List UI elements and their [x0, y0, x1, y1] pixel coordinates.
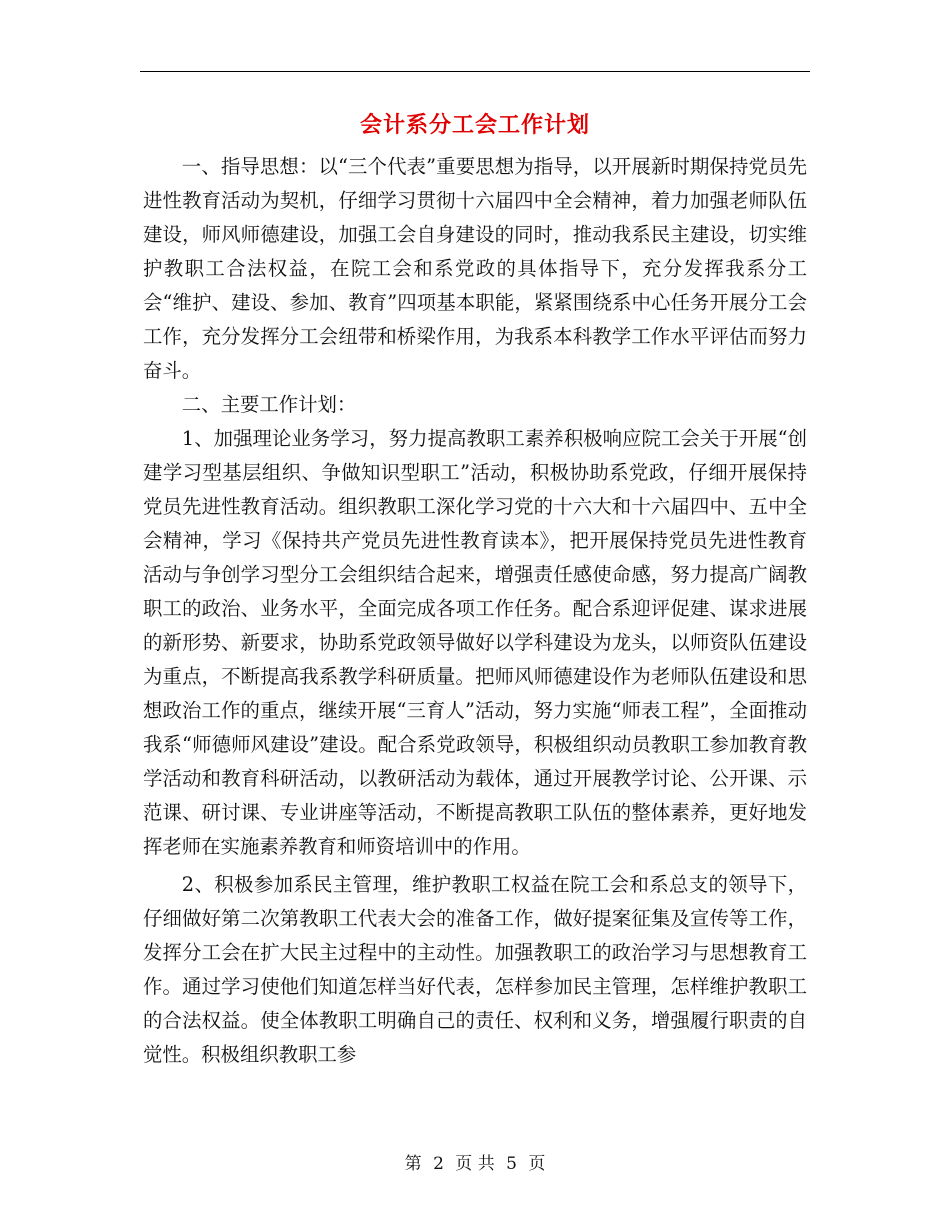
paragraph-guiding-thought: 一、指导思想：以“三个代表”重要思想为指导，以开展新时期保持党员先进性教育活动为契机，仔细学习贯彻十六届四中全会精神，着力加强老师队伍建设，师风师德建设，加强工会自身建设的同时，推动我系民主建设，切实维护教职工合法权益，在院工会和系党政的具体指导下，充分发挥我系分工会“维护、建设、参加、教育”四项基本职能，紧紧围绕系中心任务开展分工会工作，充分发挥分工会纽带和桥梁作用，为我系本科教学工作水平评估而努力奋斗。 — [143, 155, 807, 382]
footer-middle: 页 共 — [455, 1154, 495, 1174]
document-title: 会计系分工会工作计划 — [359, 112, 590, 138]
footer-page-number: 2 — [433, 1154, 444, 1174]
paragraph-item-1: 1、加强理论业务学习，努力提高教职工素养积极响应院工会关于开展“创建学习型基层组织、争做知识型职工”活动，积极协助系党政，仔细开展保持党员先进性教育活动。组织教职工深化学习党的十六大和十六届四中、五中全会精神，学习《保持共产党员先进性教育读本》，把开展保持党员先进性教育活动与争创学习型分工会组织结合起来，增强责任感使命感，努力提高广阔教职工的政治、业务水平，全面完成各项工作任务。配合系迎评促建、谋求进展的新形势、新要求，协助系党政领导做好以学科建设为龙头，以师资队伍建设为重点，不断提高我系教学科研质量。把师风师德建设作为老师队伍建设和思想政治工作的重点，继续开展“三育人”活动，努力实施“师表工程”，全面推动我系“师德师风建设”建设。配合系党政领导，积极组织动员教职工参加教育教学活动和教育科研活动，以教研活动为载体，通过开展教学讨论、公开课、示范课、研讨课、专业讲座等活动，不断提高教职工队伍的整体素养，更好地发挥老师在实施素养教育和师资培训中的作用。 — [143, 427, 807, 858]
footer-suffix: 页 — [528, 1154, 546, 1174]
header-rule — [140, 71, 810, 72]
paragraph-main-plan-heading: 二、主要工作计划： — [181, 393, 357, 416]
paragraph-item-2: 2、积极参加系民主管理，维护教职工权益在院工会和系总支的领导下，仔细做好第二次第教职工代表大会的准备工作，做好提案征集及宣传等工作，发挥分工会在扩大民主过程中的主动性。加强教职工的政治学习与思想教育工作。通过学习使他们知道怎样当好代表，怎样参加民主管理，怎样维护教职工的合法权益。使全体教职工明确自己的责任、权利和义务，增强履行职责的自觉性。积极组织教职工参 — [143, 873, 807, 1066]
footer-prefix: 第 — [404, 1154, 422, 1174]
document-body — [143, 150, 807, 1072]
page-footer — [0, 1152, 950, 1176]
footer-total-pages: 5 — [506, 1154, 517, 1174]
